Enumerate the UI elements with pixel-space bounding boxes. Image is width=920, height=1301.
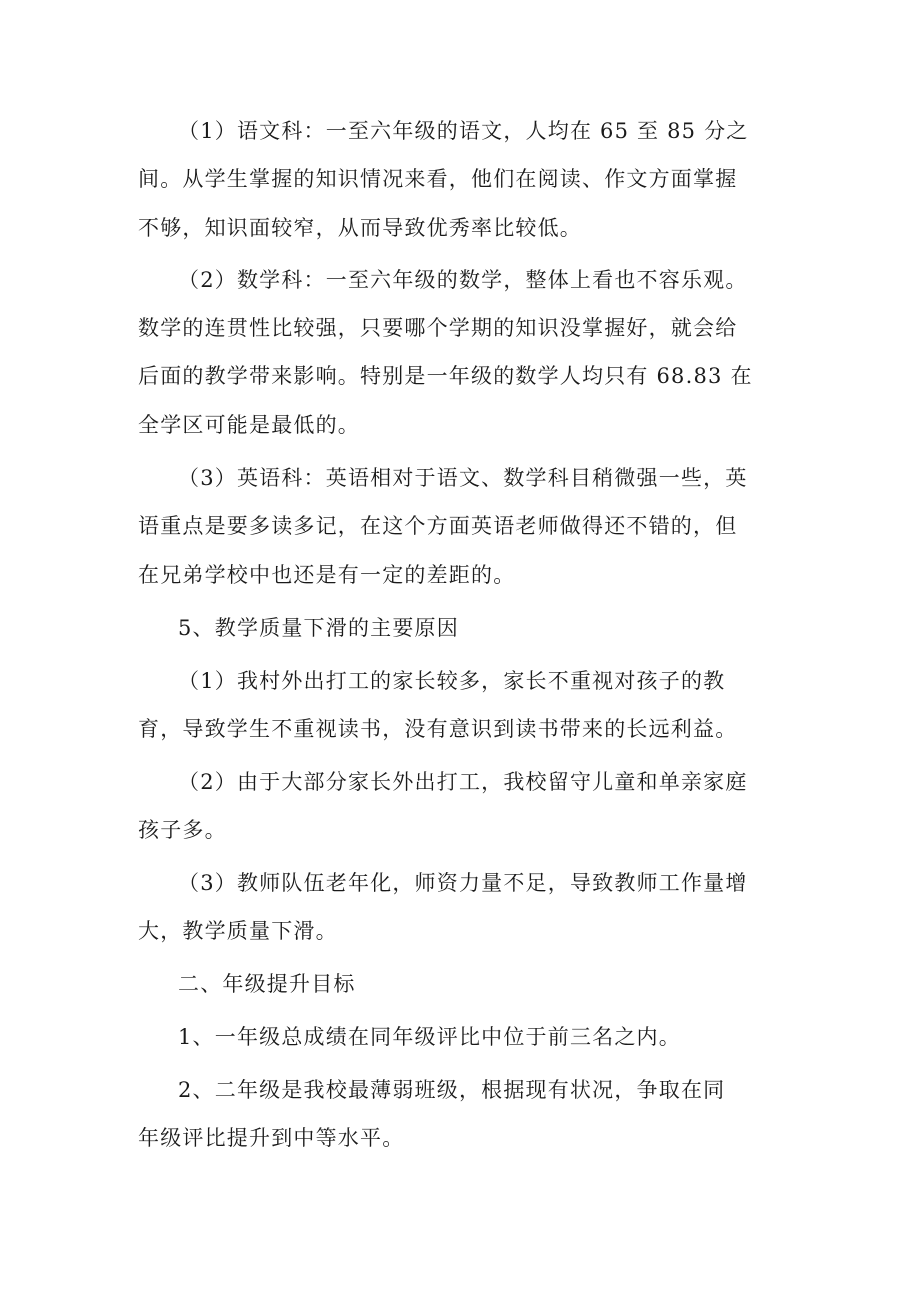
paragraph-line: （2）由于大部分家长外出打工，我校留守儿童和单亲家庭: [178, 770, 748, 794]
paragraph-line: 育，导致学生不重视读书，没有意识到读书带来的长远利益。: [138, 717, 738, 741]
paragraph-line: （2）数学科：一至六年级的数学，整体上看也不容乐观。: [178, 268, 748, 292]
paragraph-line: 大，教学质量下滑。: [138, 919, 338, 943]
paragraph-line: （1）语文科：一至六年级的语文，人均在 65 至 85 分之: [178, 119, 749, 143]
paragraph-line: 2、二年级是我校最薄弱班级，根据现有状况，争取在同: [178, 1078, 726, 1102]
paragraph-line: （3）教师队伍老年化，师资力量不足，导致教师工作量增: [178, 871, 748, 895]
section-heading: 5、教学质量下滑的主要原因: [178, 616, 459, 640]
paragraph-line: 在兄弟学校中也还是有一定的差距的。: [138, 563, 516, 587]
paragraph-line: 数学的连贯性比较强，只要哪个学期的知识没掌握好，就会给: [138, 316, 738, 340]
paragraph-line: 孩子多。: [138, 818, 227, 842]
paragraph-line: 间。从学生掌握的知识情况来看，他们在阅读、作文方面掌握: [138, 167, 738, 191]
paragraph-line: （1）我村外出打工的家长较多，家长不重视对孩子的教: [178, 669, 726, 693]
paragraph-line: 年级评比提升到中等水平。: [138, 1126, 405, 1150]
paragraph-line: 不够，知识面较窄，从而导致优秀率比较低。: [138, 216, 582, 240]
section-heading: 二、年级提升目标: [178, 972, 356, 996]
paragraph-line: 全学区可能是最低的。: [138, 413, 360, 437]
paragraph-line: （3）英语科：英语相对于语文、数学科目稍微强一些，英: [178, 466, 748, 490]
paragraph-line: 后面的教学带来影响。特别是一年级的数学人均只有 68.83 在: [138, 364, 753, 388]
paragraph-line: 语重点是要多读多记，在这个方面英语老师做得还不错的，但: [138, 514, 738, 538]
paragraph-line: 1、一年级总成绩在同年级评比中位于前三名之内。: [178, 1025, 681, 1049]
